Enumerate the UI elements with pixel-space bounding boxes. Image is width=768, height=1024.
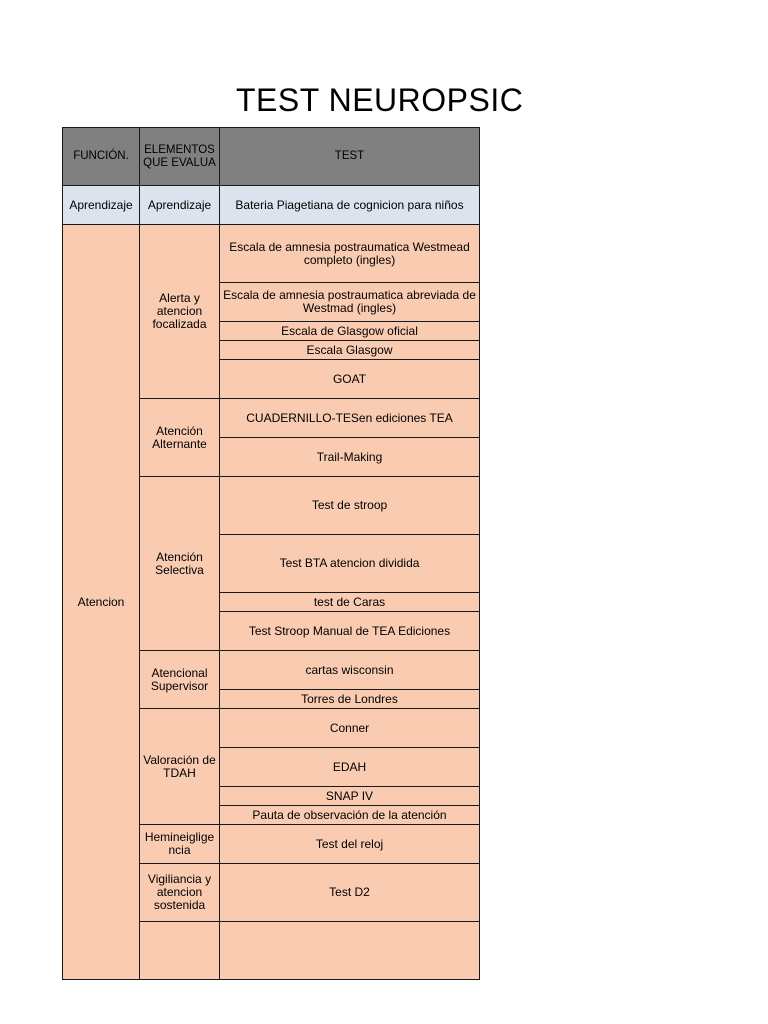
test-cell: test de Caras bbox=[220, 593, 480, 612]
test-cell: Bateria Piagetiana de cognicion para niños bbox=[220, 186, 480, 225]
test-cell: Trail-Making bbox=[220, 438, 480, 477]
test-cell: Escala Glasgow bbox=[220, 341, 480, 360]
neuropsych-test-table bbox=[62, 127, 480, 980]
test-cell: Pauta de observación de la atención bbox=[220, 806, 480, 825]
elemento-cell-supervisor: Atencional Supervisor bbox=[140, 651, 220, 709]
test-cell: GOAT bbox=[220, 360, 480, 399]
funcion-cell-aprendizaje: Aprendizaje bbox=[63, 186, 140, 225]
test-cell: Escala de Glasgow oficial bbox=[220, 322, 480, 341]
test-cell: Escala de amnesia postraumatica Westmead completo (ingles) bbox=[220, 225, 480, 283]
header-test: TEST bbox=[220, 128, 480, 186]
table-row bbox=[63, 225, 480, 283]
table-row-aprendizaje bbox=[63, 186, 480, 225]
elemento-cell-alerta: Alerta y atencion focalizada bbox=[140, 225, 220, 399]
header-row bbox=[63, 128, 480, 186]
elemento-cell-tdah: Valoración de TDAH bbox=[140, 709, 220, 825]
page-title: TEST NEUROPSIC bbox=[236, 82, 524, 118]
elemento-cell-vigilancia: Vigiliancia y atencion sostenida bbox=[140, 864, 220, 922]
test-cell: Test D2 bbox=[220, 864, 480, 922]
elemento-cell-aprendizaje: Aprendizaje bbox=[140, 186, 220, 225]
header-funcion: FUNCIÓN. bbox=[63, 128, 140, 186]
test-cell: Torres de Londres bbox=[220, 690, 480, 709]
elemento-cell-selectiva: Atención Selectiva bbox=[140, 477, 220, 651]
table-viewport bbox=[62, 127, 479, 922]
test-cell: CUADERNILLO-TESen ediciones TEA bbox=[220, 399, 480, 438]
test-cell: EDAH bbox=[220, 748, 480, 787]
elemento-cell-heminegligencia: Hemineiglige ncia bbox=[140, 825, 220, 864]
test-cell: Escala de amnesia postraumatica abreviada de Westmad (ingles) bbox=[220, 283, 480, 322]
test-cell-empty bbox=[220, 922, 480, 980]
elemento-cell-empty bbox=[140, 922, 220, 980]
test-cell: Test de stroop bbox=[220, 477, 480, 535]
test-cell: cartas wisconsin bbox=[220, 651, 480, 690]
test-cell: Test BTA atencion dividida bbox=[220, 535, 480, 593]
header-elementos: ELEMENTOS QUE EVALUA bbox=[140, 128, 220, 186]
test-cell: Test del reloj bbox=[220, 825, 480, 864]
test-cell: Conner bbox=[220, 709, 480, 748]
elemento-cell-alternante: Atención Alternante bbox=[140, 399, 220, 477]
funcion-cell-atencion: Atencion bbox=[63, 225, 140, 980]
test-cell: Test Stroop Manual de TEA Ediciones bbox=[220, 612, 480, 651]
test-cell: SNAP IV bbox=[220, 787, 480, 806]
